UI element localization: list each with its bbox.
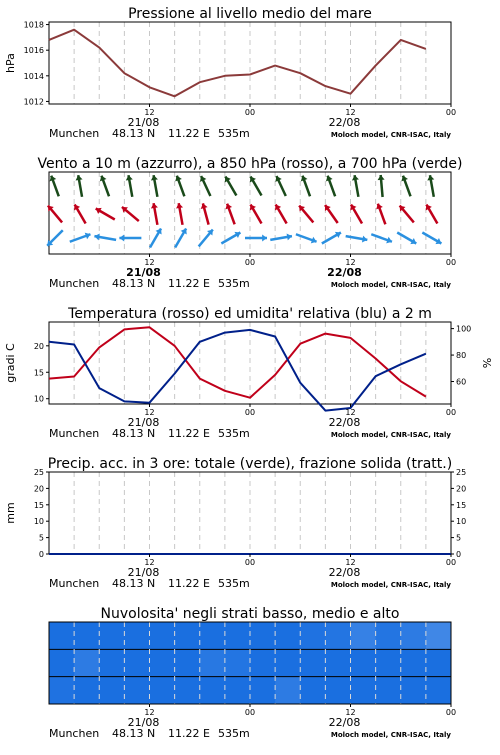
wind-arrow-700hpa: [250, 176, 262, 195]
cloud-cell-medio: [300, 649, 326, 676]
cloud-cell-medio: [325, 649, 351, 676]
cloud-cell-medio: [426, 649, 452, 676]
precip-station-city: Munchen: [49, 577, 100, 590]
precip-station-lon: 11.22 E: [168, 577, 210, 590]
wind-arrow-10m: [346, 236, 368, 243]
cloud-cell-medio: [275, 649, 301, 676]
precip-y-tick-label-right: 0: [456, 550, 462, 559]
cloud-cell-alto: [351, 622, 377, 649]
wind-arrow-700hpa: [427, 175, 434, 197]
wind-arrow-850hpa: [299, 206, 313, 223]
pressure-line: [49, 30, 426, 97]
temp-rh-model-credit: Moloch model, CNR-ISAC, Italy: [330, 431, 451, 439]
cloud-cell-medio: [200, 649, 226, 676]
wind-arrow-700hpa: [275, 176, 285, 196]
temp-rh-y-tick-label: 20: [33, 341, 44, 351]
wind-arrow-850hpa: [325, 205, 338, 223]
precip-station-alt: 535m: [218, 577, 250, 590]
wind-station-lon: 11.22 E: [168, 277, 210, 290]
cloud-cell-alto: [74, 622, 100, 649]
wind-arrow-850hpa: [96, 208, 115, 220]
wind-arrow-700hpa: [401, 176, 410, 197]
clouds-date-label: 21/08: [127, 716, 160, 729]
pressure-station-lon: 11.22 E: [168, 127, 210, 140]
cloud-cell-medio: [124, 649, 150, 676]
cloud-cell-basso: [325, 677, 351, 704]
clouds-title: Nuvolosita' negli strati basso, medio e alto: [100, 606, 400, 622]
temp-rh-y-tick-label-right: 80: [456, 351, 467, 361]
temp-rh-station-lat: 48.13 N: [112, 427, 156, 440]
cloud-cell-medio: [401, 649, 427, 676]
pressure-title: Pressione al livello medio del mare: [128, 6, 372, 22]
temp-rh-y-tick-label-right: 100: [456, 324, 472, 334]
wind-arrow-10m: [322, 232, 341, 244]
cloud-cell-basso: [426, 677, 452, 704]
cloud-cell-alto: [200, 622, 226, 649]
wind-arrow-700hpa: [175, 176, 184, 197]
wind-station-alt: 535m: [218, 277, 250, 290]
clouds-station-lat: 48.13 N: [112, 727, 156, 740]
clouds-x-tick-label: 00: [244, 708, 256, 717]
wind-arrow-700hpa: [326, 176, 335, 197]
wind-arrow-10m: [296, 234, 317, 243]
cloud-cell-basso: [275, 677, 301, 704]
temp-rh-date-label: 22/08: [328, 416, 361, 429]
precip-y-tick-label: 0: [38, 550, 44, 559]
wind-arrow-700hpa: [100, 176, 109, 197]
precip-x-tick-label: 12: [345, 558, 356, 567]
temp-rh-date-label: 21/08: [127, 416, 160, 429]
wind-arrow-850hpa: [376, 204, 385, 225]
wind-arrow-10m: [199, 230, 213, 247]
precip-model-credit: Moloch model, CNR-ISAC, Italy: [330, 581, 451, 589]
clouds-station-alt: 535m: [218, 727, 250, 740]
cloud-cell-basso: [99, 677, 125, 704]
cloud-cell-alto: [275, 622, 301, 649]
precip-y-tick-label-right: 10: [456, 517, 467, 527]
cloud-cell-alto: [426, 622, 452, 649]
pressure-y-tick-label: 1016: [23, 46, 44, 56]
wind-arrow-850hpa: [151, 203, 158, 225]
cloud-cell-medio: [74, 649, 100, 676]
cloud-cell-alto: [124, 622, 150, 649]
wind-x-tick-label: 00: [244, 258, 256, 267]
wind-arrow-10m: [70, 233, 91, 242]
cloud-cell-alto: [150, 622, 176, 649]
wind-date-label: 21/08: [126, 266, 161, 279]
temp-rh-y-axis-label: %: [481, 357, 494, 369]
precip-y-tick-label-right: 20: [456, 484, 467, 494]
cloud-cell-basso: [49, 677, 75, 704]
temp-rh-y-tick-label-right: 60: [456, 377, 467, 387]
cloud-cell-medio: [376, 649, 402, 676]
precip-y-tick-label: 5: [38, 533, 44, 543]
cloud-cell-medio: [250, 649, 276, 676]
pressure-date-label: 21/08: [127, 116, 160, 129]
temp-rh-station-lon: 11.22 E: [168, 427, 210, 440]
pressure-station-city: Munchen: [49, 127, 100, 140]
pressure-y-axis-label: hPa: [4, 53, 17, 73]
wind-arrow-10m: [175, 228, 187, 247]
wind-arrow-850hpa: [250, 204, 262, 223]
wind-arrow-700hpa: [200, 176, 210, 196]
cloud-cell-medio: [99, 649, 125, 676]
wind-arrow-10m: [150, 228, 162, 247]
wind-arrow-850hpa: [225, 204, 234, 225]
clouds-x-tick-label: 12: [345, 708, 356, 717]
pressure-date-label: 22/08: [328, 116, 361, 129]
wind-date-label: 22/08: [327, 266, 362, 279]
wind-arrow-10m: [270, 233, 292, 240]
wind-arrow-10m: [397, 233, 416, 245]
temp-rh-x-tick-label: 00: [244, 408, 256, 417]
wind-x-tick-label: 00: [445, 258, 457, 267]
temp-rh-y-axis-label: gradi C: [4, 343, 17, 383]
pressure-x-tick-label: 00: [445, 108, 457, 117]
wind-arrow-850hpa: [350, 204, 362, 223]
precip-y-tick-label-right: 15: [456, 500, 467, 510]
clouds-model-credit: Moloch model, CNR-ISAC, Italy: [330, 731, 451, 739]
temp-rh-x-tick-label: 12: [144, 408, 155, 417]
precip-x-tick-label: 12: [144, 558, 155, 567]
cloud-cell-basso: [376, 677, 402, 704]
pressure-x-tick-label: 12: [144, 108, 155, 117]
temp-rh-title: Temperatura (rosso) ed umidita' relativa (blu) a 2 m: [68, 306, 432, 322]
wind-arrow-10m: [245, 234, 267, 241]
pressure-y-tick-label: 1018: [23, 20, 44, 30]
wind-arrow-850hpa: [176, 203, 183, 225]
precip-y-tick-label-right: 25: [456, 468, 467, 477]
precip-y-tick-label-right: 5: [456, 533, 462, 543]
cloud-cell-alto: [376, 622, 402, 649]
precip-x-tick-label: 00: [445, 558, 457, 567]
cloud-cell-basso: [200, 677, 226, 704]
wind-station-city: Munchen: [49, 277, 100, 290]
temperature-line: [49, 327, 426, 397]
cloud-cell-basso: [150, 677, 176, 704]
wind-x-tick-label: 12: [144, 258, 155, 267]
cloud-cell-alto: [49, 622, 75, 649]
clouds-x-tick-label: 12: [144, 708, 155, 717]
wind-arrow-850hpa: [48, 206, 62, 223]
precip-title: Precip. acc. in 3 ore: totale (verde), frazione solida (tratt.): [47, 456, 453, 472]
cloud-cell-medio: [150, 649, 176, 676]
pressure-x-tick-label: 00: [244, 108, 256, 117]
wind-arrow-850hpa: [74, 204, 86, 223]
precip-y-tick-label: 15: [33, 500, 44, 510]
precip-y-axis-label: mm: [4, 502, 17, 524]
clouds-station-city: Munchen: [49, 727, 100, 740]
cloud-cell-basso: [74, 677, 100, 704]
wind-model-credit: Moloch model, CNR-ISAC, Italy: [330, 281, 451, 289]
clouds-station-lon: 11.22 E: [168, 727, 210, 740]
precip-x-tick-label: 00: [244, 558, 256, 567]
precip-station-lat: 48.13 N: [112, 577, 156, 590]
wind-arrow-10m: [94, 233, 116, 240]
wind-arrow-10m: [371, 234, 392, 243]
cloud-cell-medio: [49, 649, 75, 676]
precip-y-tick-label: 20: [33, 484, 44, 494]
pressure-y-tick-label: 1012: [23, 97, 44, 107]
cloud-cell-basso: [225, 677, 251, 704]
precip-y-tick-label: 25: [33, 468, 44, 477]
wind-arrow-850hpa: [275, 204, 287, 223]
wind-arrow-850hpa: [426, 204, 438, 223]
cloud-cell-basso: [351, 677, 377, 704]
cloud-cell-alto: [401, 622, 427, 649]
wind-arrow-10m: [422, 233, 441, 245]
temp-rh-station-city: Munchen: [49, 427, 100, 440]
cloud-cell-alto: [325, 622, 351, 649]
cloud-cell-basso: [124, 677, 150, 704]
wind-arrow-10m: [47, 230, 63, 246]
cloud-cell-medio: [175, 649, 201, 676]
cloud-cell-basso: [250, 677, 276, 704]
wind-arrow-10m: [119, 234, 141, 241]
temp-rh-y-tick-label: 10: [33, 394, 44, 404]
pressure-y-tick-label: 1014: [23, 71, 44, 81]
precip-y-tick-label: 10: [33, 517, 44, 527]
wind-arrow-700hpa: [352, 175, 359, 197]
cloud-cell-alto: [250, 622, 276, 649]
temp-rh-station-alt: 535m: [218, 427, 250, 440]
cloud-cell-alto: [99, 622, 125, 649]
clouds-date-label: 22/08: [328, 716, 361, 729]
cloud-cell-medio: [351, 649, 377, 676]
wind-station-lat: 48.13 N: [112, 277, 156, 290]
pressure-station-lat: 48.13 N: [112, 127, 156, 140]
cloud-cell-medio: [225, 649, 251, 676]
wind-arrow-head: [119, 234, 124, 241]
temp-rh-x-tick-label: 00: [445, 408, 457, 417]
wind-arrow-700hpa: [126, 175, 133, 197]
temp-rh-y-tick-label: 15: [33, 368, 44, 378]
cloud-cell-alto: [225, 622, 251, 649]
precip-date-label: 22/08: [328, 566, 361, 579]
wind-arrow-head: [378, 175, 385, 180]
temp-rh-x-tick-label: 12: [345, 408, 356, 417]
wind-arrow-700hpa: [301, 176, 310, 197]
cloud-cell-basso: [175, 677, 201, 704]
cloud-cell-alto: [175, 622, 201, 649]
pressure-station-alt: 535m: [218, 127, 250, 140]
wind-arrow-700hpa: [151, 175, 158, 197]
wind-x-tick-label: 12: [345, 258, 356, 267]
cloud-cell-basso: [401, 677, 427, 704]
wind-arrow-700hpa: [50, 176, 59, 197]
wind-arrow-head: [262, 234, 267, 241]
wind-arrow-10m: [221, 232, 240, 244]
wind-arrow-700hpa: [76, 175, 83, 197]
wind-arrow-700hpa: [225, 176, 237, 195]
wind-arrow-700hpa: [378, 175, 385, 197]
wind-arrow-850hpa: [201, 203, 209, 224]
clouds-x-tick-label: 00: [445, 708, 457, 717]
precip-date-label: 21/08: [127, 566, 160, 579]
wind-title: Vento a 10 m (azzurro), a 850 hPa (rosso), a 700 hPa (verde): [37, 156, 463, 172]
wind-arrow-850hpa: [400, 206, 414, 223]
pressure-x-tick-label: 12: [345, 108, 356, 117]
pressure-model-credit: Moloch model, CNR-ISAC, Italy: [330, 131, 451, 139]
cloud-cell-alto: [300, 622, 326, 649]
cloud-cell-basso: [300, 677, 326, 704]
